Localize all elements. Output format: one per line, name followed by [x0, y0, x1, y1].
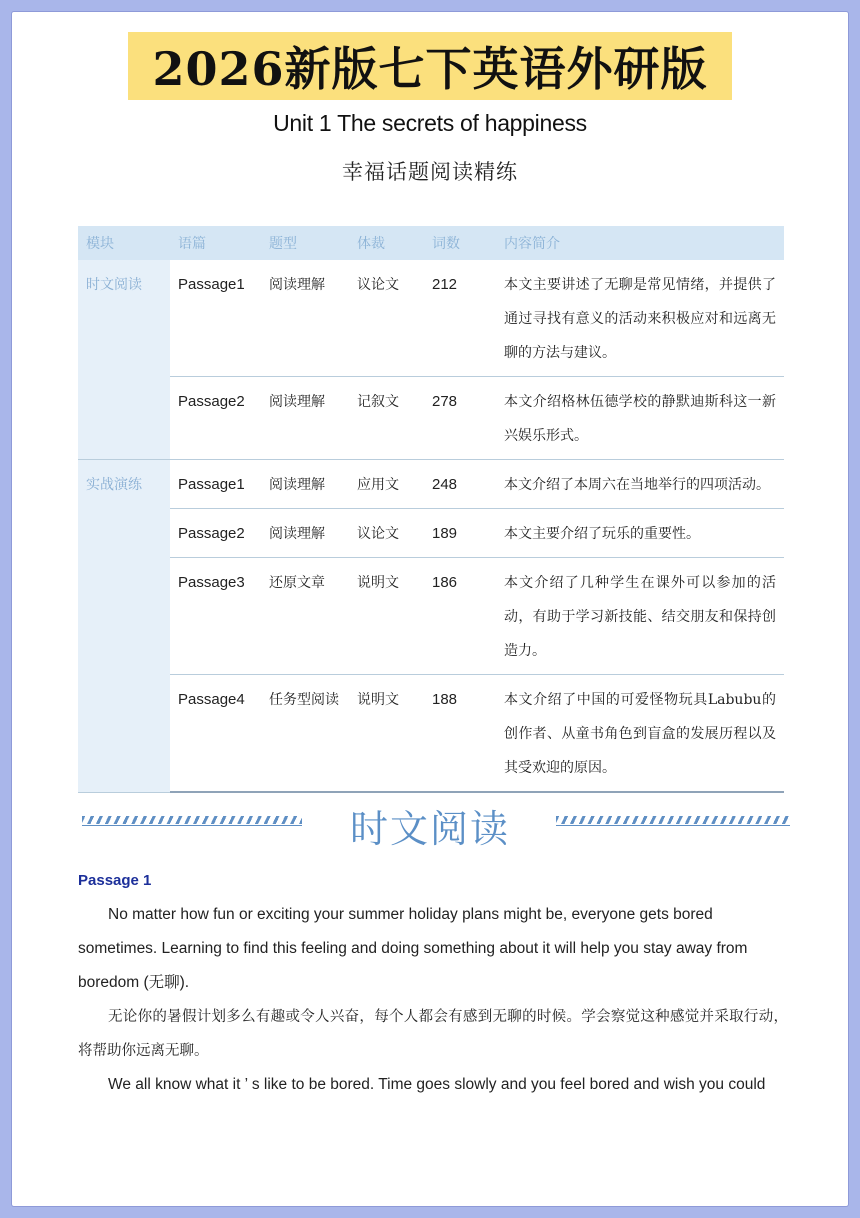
- passage-body: [78, 898, 788, 1102]
- type-cell: 还原文章: [261, 558, 349, 675]
- title-banner: [128, 32, 732, 100]
- genre-cell: 说明文: [349, 558, 424, 675]
- words-cell: 212: [424, 260, 496, 377]
- overview-table: [78, 226, 784, 793]
- summary-cell: 本文介绍了本周六在当地举行的四项活动。: [496, 460, 784, 509]
- header-passage: 语篇: [170, 226, 261, 260]
- words-cell: 189: [424, 509, 496, 558]
- genre-cell: 议论文: [349, 260, 424, 377]
- summary-cell: 本文介绍格林伍德学校的静默迪斯科这一新兴娱乐形式。: [496, 377, 784, 460]
- type-cell: 阅读理解: [261, 460, 349, 509]
- banner-title: 2026新版七下英语外研版: [152, 42, 708, 96]
- type-cell: 阅读理解: [261, 260, 349, 377]
- left-stripe-decoration: [82, 816, 302, 824]
- unit-title: Unit 1 The secrets of happiness: [273, 110, 587, 136]
- header-genre: 体裁: [349, 226, 424, 260]
- genre-cell: 说明文: [349, 675, 424, 793]
- summary-cell: 本文介绍了中国的可爱怪物玩具Labubu的创作者、从童书角色到盲盒的发展历程以及其受欢迎的原因。: [496, 675, 784, 793]
- header-module: 模块: [78, 226, 170, 260]
- table-row: [78, 460, 784, 509]
- type-cell: 阅读理解: [261, 509, 349, 558]
- table-row: [78, 260, 784, 377]
- passage-cell: Passage2: [170, 377, 261, 460]
- genre-cell: 议论文: [349, 509, 424, 558]
- summary-cell: 本文主要讲述了无聊是常见情绪，并提供了通过寻找有意义的活动来积极应对和远离无聊的方法与建议。: [496, 260, 784, 377]
- passage-cell: Passage1: [170, 260, 261, 377]
- section-header: [0, 798, 860, 854]
- words-cell: 248: [424, 460, 496, 509]
- sub-title: 幸福话题阅读精练: [342, 160, 518, 184]
- genre-cell: 应用文: [349, 460, 424, 509]
- left-line-decoration: [82, 825, 302, 826]
- type-cell: 任务型阅读: [261, 675, 349, 793]
- table-header-row: [78, 226, 784, 260]
- header-word-count: 词数: [424, 226, 496, 260]
- passage-label: Passage 1: [78, 872, 152, 889]
- header-question-type: 题型: [261, 226, 349, 260]
- passage-paragraph-translation: 无论你的暑假计划多么有趣或令人兴奋，每个人都会有感到无聊的时候。学会察觉这种感觉并采取行动，将帮助你远离无聊。: [78, 1009, 788, 1059]
- table-row: [78, 558, 784, 675]
- genre-cell: 记叙文: [349, 377, 424, 460]
- header-summary: 内容简介: [496, 226, 784, 260]
- right-line-decoration: [556, 825, 790, 826]
- summary-cell: 本文介绍了几种学生在课外可以参加的活动，有助于学习新技能、结交朋友和保持创造力。: [496, 558, 784, 675]
- passage-paragraph: No matter how fun or exciting your summer holiday plans might be, everyone gets bored sometimes. Learning to find this feeling and doing something about it will help you stay away from boredom (无聊).: [78, 906, 748, 991]
- table-row: [78, 509, 784, 558]
- passage-cell: Passage4: [170, 675, 261, 793]
- type-cell: 阅读理解: [261, 377, 349, 460]
- module-cell: 实战演练: [78, 460, 170, 793]
- words-cell: 278: [424, 377, 496, 460]
- passage-cell: Passage2: [170, 509, 261, 558]
- section-title: 时文阅读: [349, 807, 510, 851]
- summary-cell: 本文主要介绍了玩乐的重要性。: [496, 509, 784, 558]
- words-cell: 186: [424, 558, 496, 675]
- module-cell: 时文阅读: [78, 260, 170, 460]
- passage-paragraph: We all know what it ’ s like to be bored. Time goes slowly and you feel bored and wish you could: [108, 1076, 766, 1093]
- passage-cell: Passage1: [170, 460, 261, 509]
- words-cell: 188: [424, 675, 496, 793]
- table-row: [78, 675, 784, 793]
- right-stripe-decoration: [556, 816, 790, 824]
- table-row: [78, 377, 784, 460]
- passage-cell: Passage3: [170, 558, 261, 675]
